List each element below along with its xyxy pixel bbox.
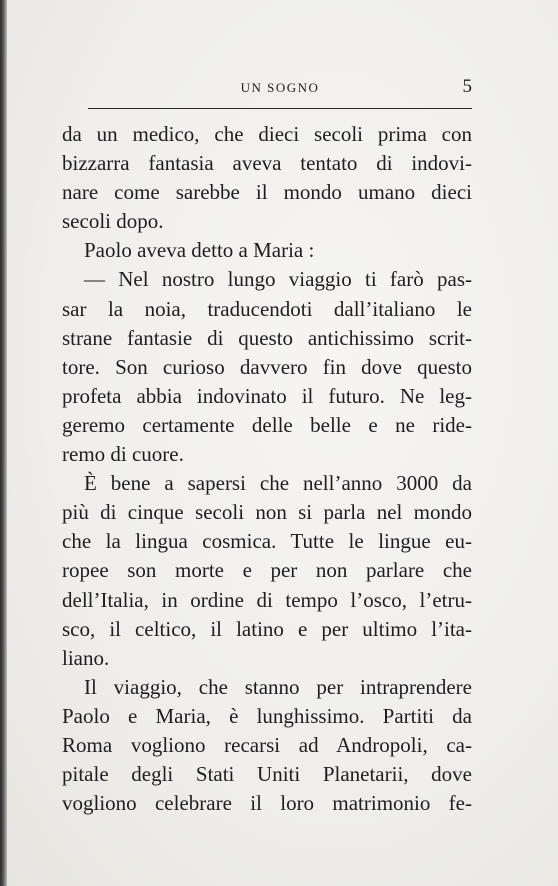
text-line: pitale degli Stati Uniti Planetarii, dove [62,762,472,787]
page-number: 5 [462,76,472,97]
text-line: Il viaggio, che stanno per intraprendere [84,674,472,699]
text-line: geremo certamente delle belle e ne ride- [62,412,472,437]
text-line: da un medico, che dieci secoli prima con [62,122,472,146]
header-rule [88,108,472,109]
text-line: vogliono celebrare il loro matrimonio fe- [62,791,472,816]
text-line: che la lingua cosmica. Tutte le lingue eu- [62,529,472,554]
text-line: secoli dopo. [62,209,164,234]
text-line: liano. [62,645,110,670]
text-line: dell’Italia, in ordine di tempo l’osco, l’etru- [62,587,472,612]
text-line: Paolo aveva detto a Maria : [84,238,315,263]
running-head [88,76,472,100]
text-line: più di cinque secoli non si parla nel mondo [62,500,472,525]
text-line: Paolo e Maria, è lunghissimo. Partiti da [62,703,472,728]
body-text [62,120,472,818]
text-line: strane fantasie di questo antichissimo scrit- [62,325,472,350]
text-line: remo di cuore. [62,442,184,467]
text-line: Roma vogliono recarsi ad Andropoli, ca- [62,732,472,757]
text-line: bizzarra fantasia aveva tentato di indovi- [62,151,472,176]
running-title: UN SOGNO [240,80,320,95]
text-line: tore. Son curioso davvero fin dove questo [62,354,472,379]
text-line: nare come sarebbe il mondo umano dieci [62,180,472,205]
text-line: profeta abbia indovinato il futuro. Ne leg- [62,383,472,408]
text-line: — Nel nostro lungo viaggio ti farò pas- [84,267,472,292]
text-line: sar la noia, traducendoti dall’italiano le [62,296,472,321]
text-line: È bene a sapersi che nell’anno 3000 da [84,471,472,496]
binding-edge [0,0,7,886]
text-line: ropee son morte e per non parlare che [62,558,472,583]
text-line: sco, il celtico, il latino e per ultimo l’ita- [62,616,472,641]
